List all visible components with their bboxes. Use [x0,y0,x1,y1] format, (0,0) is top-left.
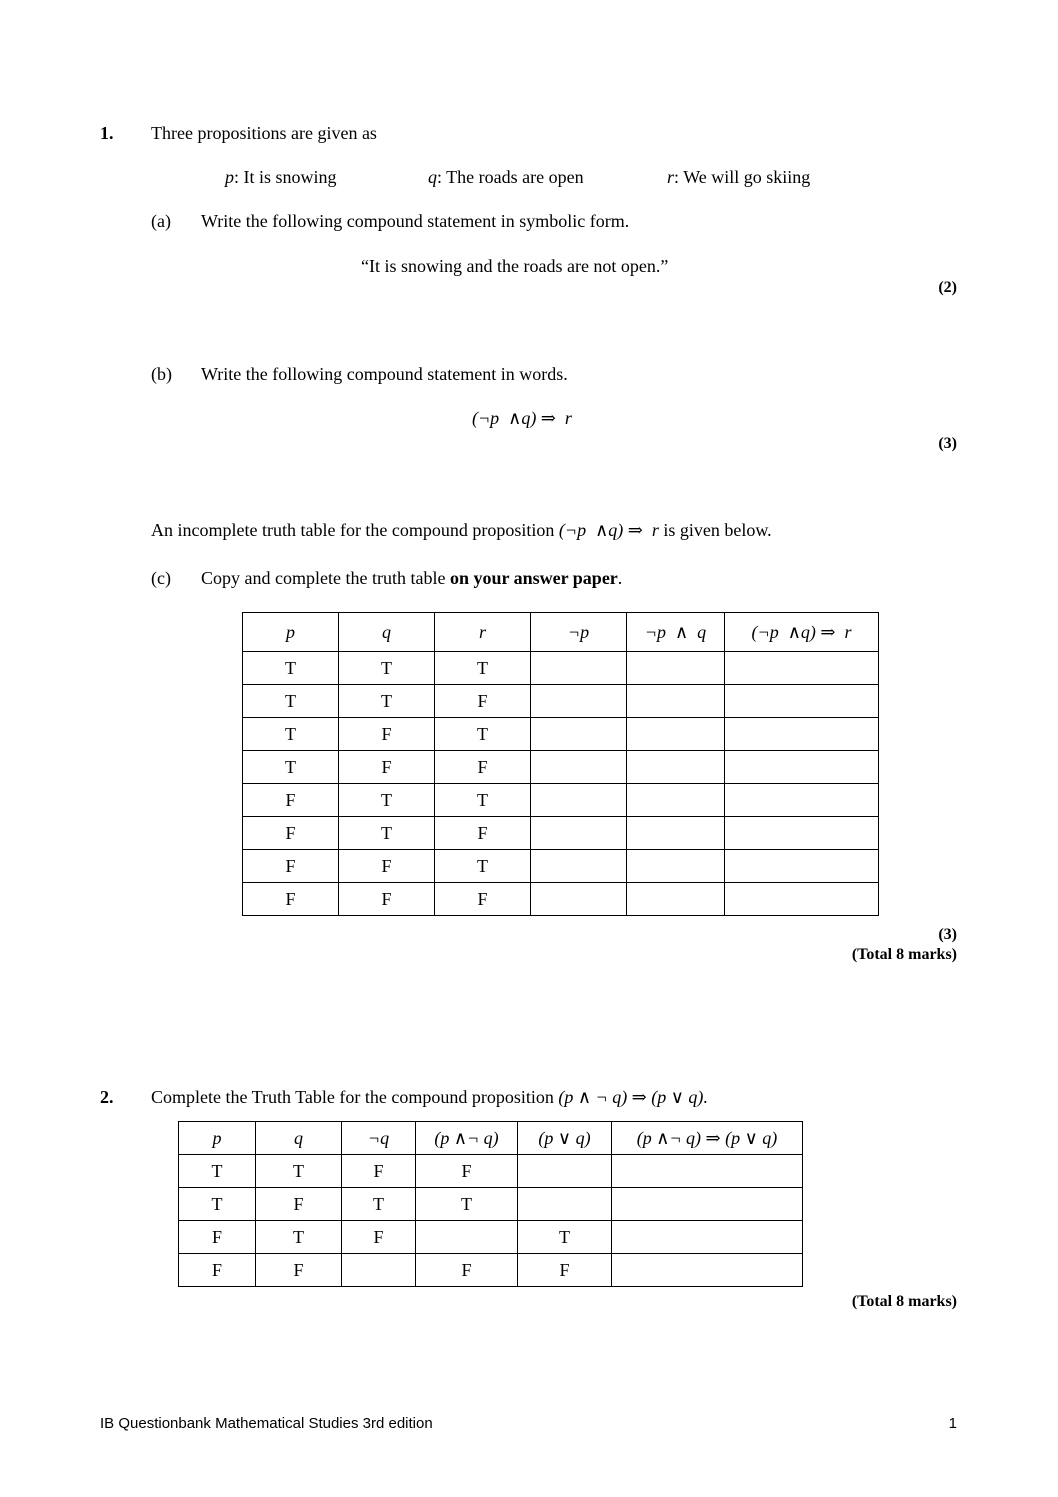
table-cell: F [416,1254,518,1287]
table-cell: F [435,751,531,784]
table-cell [725,784,879,817]
table-cell [725,817,879,850]
table-cell: F [243,817,339,850]
part-b-text: Write the following compound statement in words. [201,364,568,384]
table-row [243,652,879,685]
header-cell: r [435,613,531,652]
table-cell [531,751,627,784]
table-cell: T [339,784,435,817]
table-cell [518,1188,612,1221]
table-cell [627,850,725,883]
table-intro: An incomplete truth table for the compound proposition (¬p ∧q) ⇒ r is given below. [151,520,772,540]
table-cell: T [243,718,339,751]
table-cell: T [256,1221,342,1254]
table-cell [531,652,627,685]
table-cell [531,883,627,916]
table-cell: T [342,1188,416,1221]
header-cell: ¬p [531,613,627,652]
table-cell [627,883,725,916]
table-row [243,817,879,850]
table-cell: T [243,652,339,685]
header-cell: q [339,613,435,652]
header-cell: (p ∧¬ q) [416,1122,518,1155]
table-cell [416,1221,518,1254]
table-cell: F [342,1221,416,1254]
table-cell [627,718,725,751]
table-cell: T [435,784,531,817]
table-row [243,850,879,883]
part-c-text: Copy and complete the truth table on your answer paper. [201,568,623,588]
q2-total-marks: (Total 8 marks) [851,1293,957,1310]
part-a-label: (a) [151,211,171,231]
table-row [179,1155,803,1188]
q2-text: Complete the Truth Table for the compound proposition (p ∧ ¬ q) ⇒ (p ∨ q). [151,1087,708,1107]
table-cell [725,685,879,718]
table-row [179,1188,803,1221]
table-cell [725,850,879,883]
table-cell [612,1155,803,1188]
header-cell: q [256,1122,342,1155]
table-cell [627,652,725,685]
q1-number: 1. [100,123,114,143]
table-cell [531,718,627,751]
truth-table-2 [178,1121,803,1287]
page-number: 1 [948,1415,957,1432]
prop-q: q: The roads are open [428,167,584,187]
q1-intro: Three propositions are given as [151,123,377,143]
table-cell [627,784,725,817]
header-cell: p [179,1122,256,1155]
table-cell: F [339,751,435,784]
table-cell: F [243,784,339,817]
table-cell: T [435,718,531,751]
header-cell: (¬p ∧q) ⇒ r [725,613,879,652]
table-cell: T [435,850,531,883]
table-cell: T [243,751,339,784]
table-cell: T [518,1221,612,1254]
table-cell [518,1155,612,1188]
table-row [243,751,879,784]
prop-p: p: It is snowing [225,167,337,187]
part-c-label: (c) [151,568,171,588]
table-cell: T [179,1188,256,1221]
table-cell [342,1254,416,1287]
table-cell [627,685,725,718]
table-row [179,1221,803,1254]
part-c-marks: (3) [938,926,957,943]
table-cell: F [342,1155,416,1188]
truth-table-1-header [243,613,879,652]
table-cell: T [435,652,531,685]
table-row [243,883,879,916]
table-cell [725,652,879,685]
table-row [179,1254,803,1287]
table-row [243,718,879,751]
table-cell [612,1188,803,1221]
header-cell: ¬p ∧ q [627,613,725,652]
table-cell [531,685,627,718]
table-cell [612,1221,803,1254]
table-cell: F [243,883,339,916]
table-cell [531,850,627,883]
table-cell [725,751,879,784]
table-cell [531,817,627,850]
part-a-text: Write the following compound statement in symbolic form. [201,211,630,231]
table-cell [627,817,725,850]
table-cell [725,883,879,916]
table-cell: F [179,1254,256,1287]
table-cell: F [339,718,435,751]
table-cell [627,751,725,784]
footer-source: IB Questionbank Mathematical Studies 3rd edition [100,1415,433,1432]
table-row [243,784,879,817]
table-cell: F [518,1254,612,1287]
table-cell: T [339,817,435,850]
table-cell [612,1254,803,1287]
table-row [243,685,879,718]
part-b-expression: (¬p ∧q) ⇒ r [472,408,572,428]
part-b-marks: (3) [938,435,957,452]
table-cell [531,784,627,817]
part-b-label: (b) [151,364,172,384]
header-cell: (p ∨ q) [518,1122,612,1155]
prop-r: r: We will go skiing [667,167,811,187]
truth-table-1 [242,612,879,916]
table-cell: F [435,685,531,718]
table-cell: T [339,685,435,718]
table-cell: F [435,817,531,850]
header-cell: ¬q [342,1122,416,1155]
part-a-marks: (2) [938,279,957,296]
table-cell: F [416,1155,518,1188]
table-cell: T [339,652,435,685]
truth-table-2-header [179,1122,803,1155]
part-a-quote: “It is snowing and the roads are not open.” [361,256,669,276]
q2-number: 2. [100,1087,114,1107]
table-cell: F [339,883,435,916]
table-cell: F [339,850,435,883]
header-cell: (p ∧¬ q) ⇒ (p ∨ q) [612,1122,803,1155]
table-cell: T [256,1155,342,1188]
table-cell: T [243,685,339,718]
table-cell: F [256,1254,342,1287]
table-cell: F [435,883,531,916]
table-cell: F [179,1221,256,1254]
table-cell: F [243,850,339,883]
table-cell: F [256,1188,342,1221]
table-cell: T [179,1155,256,1188]
table-cell: T [416,1188,518,1221]
q1-total-marks: (Total 8 marks) [851,946,957,963]
table-cell [725,718,879,751]
header-cell: p [243,613,339,652]
